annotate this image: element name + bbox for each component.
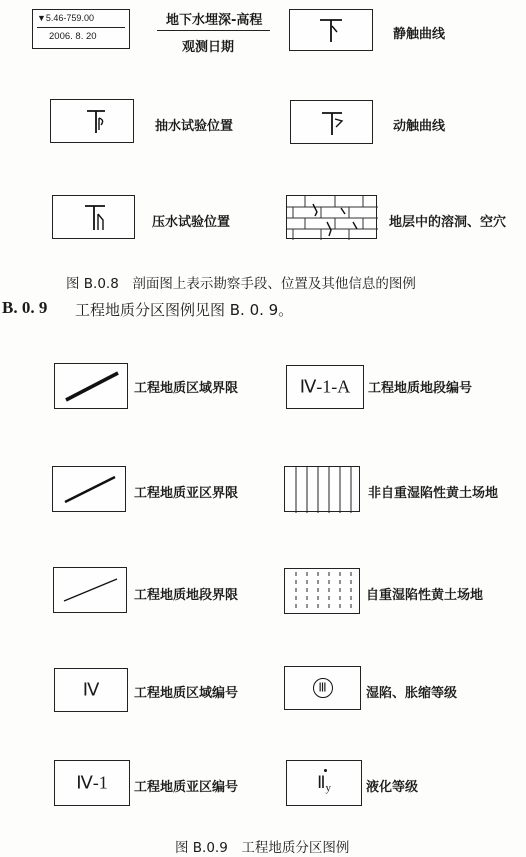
groundwater-symbol-box xyxy=(32,9,130,49)
karst-cave-icon xyxy=(287,196,378,240)
liquefaction-grade-symbol xyxy=(287,773,361,794)
section-code-text: Ⅳ-1-A xyxy=(299,376,351,397)
region-code-text: Ⅳ xyxy=(82,679,100,700)
self-weight-loess-symbol-box xyxy=(284,568,360,614)
non-self-weight-loess-label: 非自重湿陷性黄土场地 xyxy=(368,486,499,501)
karst-symbol-box xyxy=(286,195,377,239)
groundwater-level-text: ▼5.46-759.00 xyxy=(37,13,94,23)
dynamic-curve-icon xyxy=(291,101,374,145)
subregion-code-symbol-box xyxy=(54,760,130,806)
section-number: B. 0. 9 xyxy=(2,298,48,317)
pumping-test-icon xyxy=(51,100,135,144)
pressure-test-label: 压水试验位置 xyxy=(152,215,231,230)
groundwater-date-text: 2006. 8. 20 xyxy=(49,31,97,42)
collapse-swell-grade-label: 湿陷、胀缩等级 xyxy=(366,686,458,701)
subregion-boundary-icon xyxy=(53,467,127,513)
dynamic-curve-symbol-box xyxy=(290,100,373,144)
subregion-code-label: 工程地质亚区编号 xyxy=(134,780,239,795)
fraction-line xyxy=(157,30,270,31)
region-boundary-label: 工程地质区域界限 xyxy=(134,381,239,396)
static-curve-icon xyxy=(290,10,374,52)
pumping-test-symbol-box xyxy=(50,99,134,143)
region-boundary-symbol-box xyxy=(54,363,128,409)
section-code-label: 工程地质地段编号 xyxy=(368,381,473,396)
non-self-weight-loess-symbol-box xyxy=(284,466,360,512)
region-code-symbol-box xyxy=(54,668,128,712)
subregion-boundary-label: 工程地质亚区界限 xyxy=(134,486,239,501)
subregion-code-text: Ⅳ-1 xyxy=(76,772,108,793)
divider-line xyxy=(37,27,125,28)
figure-b08-caption: 图 B.0.8 剖面图上表示勘察手段、位置及其他信息的图例 xyxy=(66,276,416,292)
liquefaction-grade-text: Ⅱ xyxy=(317,773,326,792)
liquefaction-dot xyxy=(324,769,327,772)
section-code-symbol-box xyxy=(286,365,364,409)
static-curve-label: 静触曲线 xyxy=(393,27,446,42)
collapse-swell-grade-symbol-box xyxy=(284,666,361,710)
static-curve-symbol-box xyxy=(289,9,373,51)
section-boundary-label: 工程地质地段界限 xyxy=(134,588,239,603)
groundwater-depth-label: 地下水埋深-高程 xyxy=(166,13,263,28)
section-text: 工程地质分区图例见图 B. 0. 9。 xyxy=(75,301,294,319)
karst-label: 地层中的溶洞、空穴 xyxy=(389,215,507,230)
vertical-lines-pattern-icon xyxy=(285,467,361,513)
figure-b09-caption: 图 B.0.9 工程地质分区图例 xyxy=(175,840,350,856)
liquefaction-grade-label: 液化等级 xyxy=(366,780,419,795)
pressure-test-symbol-box xyxy=(52,195,135,239)
self-weight-loess-label: 自重湿陷性黄土场地 xyxy=(366,588,484,603)
dynamic-curve-label: 动触曲线 xyxy=(393,119,446,134)
subregion-boundary-symbol-box xyxy=(52,466,126,512)
region-code-label: 工程地质区域编号 xyxy=(134,686,239,701)
region-boundary-icon xyxy=(55,364,129,410)
dashed-lines-pattern-icon xyxy=(285,569,361,615)
pumping-test-label: 抽水试验位置 xyxy=(155,119,234,134)
observation-date-label: 观测日期 xyxy=(182,40,235,55)
section-boundary-symbol-box xyxy=(53,567,127,613)
pressure-test-icon xyxy=(53,196,136,240)
liquefaction-grade-subscript: y xyxy=(325,782,331,794)
liquefaction-grade-symbol-box xyxy=(286,760,362,806)
collapse-swell-grade-text: Ⅲ xyxy=(318,680,327,695)
section-boundary-icon xyxy=(54,568,128,614)
